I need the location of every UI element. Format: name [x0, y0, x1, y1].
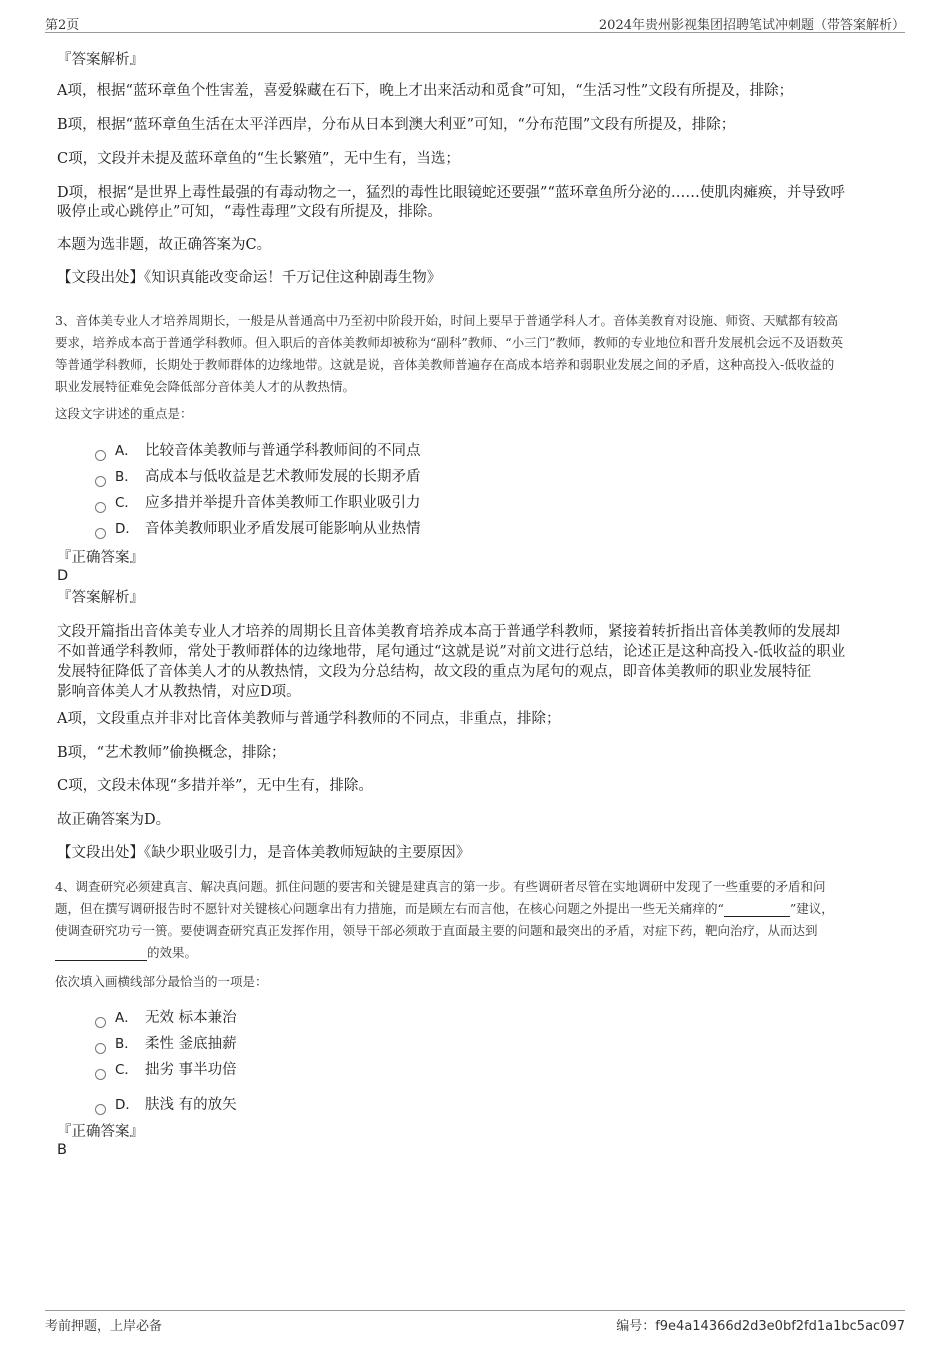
fill-blank-2 — [55, 946, 147, 961]
page-footer — [45, 1310, 905, 1336]
q3-conclusion: 故正确答案为D。 — [57, 812, 171, 828]
q2-analysis-b: B项，根据“蓝环章鱼生活在太平洋西岸，分布从日本到澳大利亚”可知，“分布范围”文段有所提及，排除； — [57, 117, 736, 133]
q4-option-a[interactable]: A． 无效 标本兼治 — [95, 1008, 237, 1028]
document-code: 编号：f9e4a14366d2d3e0bf2fd1a1bc5ac097 — [616, 1319, 905, 1334]
footer-slogan: 考前押题，上岸必备 — [45, 1319, 163, 1334]
page-number: 第2页 — [45, 18, 80, 33]
q4-prompt: 依次填入画横线部分最恰当的一项是： — [55, 974, 268, 989]
radio-button[interactable] — [95, 450, 106, 461]
q3-stem-line: 3、音体美专业人才培养周期长，一般是从普通高中乃至初中阶段开始，时间上要早于普通学科人才。音体美教育对设施、师资、天赋都有较高 — [55, 313, 838, 328]
q3-analysis-a: A项，文段重点并非对比音体美教师与普通学科教师的不同点，非重点，排除； — [57, 711, 561, 727]
q3-answer-label: 『正确答案』 — [57, 550, 144, 566]
q3-stem-line: 要求，培养成本高于普通学科教师。但入职后的音体美教师却被称为“副科”教师、“小三门”教师，教师的专业地位和晋升发展机会远不及语数英 — [55, 335, 844, 350]
q3-analysis-body — [57, 622, 897, 702]
q3-answer: D — [57, 568, 69, 584]
document-title: 2024年贵州影视集团招聘笔试冲刺题（带答案解析） — [598, 18, 905, 33]
q4-stem-line4: 的效果。 — [55, 942, 900, 964]
page-header — [45, 10, 905, 33]
q3-analysis-b: B项，“艺术教师”偷换概念，排除； — [57, 745, 286, 761]
q3-option-a[interactable]: A． 比较音体美教师与普通学科教师间的不同点 — [95, 441, 421, 461]
radio-button[interactable] — [95, 1017, 106, 1028]
q4-stem-line2: 题，但在撰写调研报告时不愿针对关键核心问题拿出有力措施，而是顾左右而言他，在核心问题之外提出一些无关痛痒的“ ”建议， — [55, 901, 834, 916]
radio-button[interactable] — [95, 1069, 106, 1080]
q2-analysis-d-line2: 吸停止或心跳停止”可知，“毒性毒理”文段有所提及，排除。 — [57, 204, 442, 220]
q3-analysis-label: 『答案解析』 — [57, 590, 144, 606]
q3-analysis-line: 文段开篇指出音体美专业人才培养的周期长且音体美教育培养成本高于普通学科教师，紧接着转折指出音体美教师的发展却 — [57, 624, 840, 640]
q3-stem — [55, 310, 900, 398]
q4-answer-label: 『正确答案』 — [57, 1124, 144, 1140]
radio-button[interactable] — [95, 528, 106, 539]
radio-button[interactable] — [95, 476, 106, 487]
radio-button[interactable] — [95, 1104, 106, 1115]
q2-conclusion: 本题为选非题，故正确答案为C。 — [57, 237, 272, 253]
q3-analysis-c: C项，文段未体现“多措并举”，无中生有，排除。 — [57, 778, 373, 794]
q2-source: 【文段出处】《知识真能改变命运！千万记住这种剧毒生物》 — [57, 270, 442, 286]
q3-stem-line: 等普通学科教师，长期处于教师群体的边缘地带。这就是说，音体美教师普遍存在高成本培养和弱职业发展之间的矛盾，这种高投入-低收益的 — [55, 357, 835, 372]
q2-analysis-d-line1: D项，根据“是世界上毒性最强的有毒动物之一，猛烈的毒性比眼镜蛇还要强”“蓝环章鱼所分泌的……使肌肉瘫痪，并导致呼 — [57, 185, 845, 201]
q4-stem-line3: 使调查研究功亏一篑。要使调查研究真正发挥作用，领导干部必须敢于直面最主要的问题和最突出的矛盾，对症下药，靶向治疗，从而达到 — [55, 923, 818, 938]
q4-stem — [55, 876, 900, 964]
q2-analysis-a: A项，根据“蓝环章鱼个性害羞，喜爱躲藏在石下，晚上才出来活动和觅食”可知，“生活习性”文段有所提及，排除； — [57, 83, 794, 99]
q3-prompt: 这段文字讲述的重点是： — [55, 406, 193, 421]
q2-analysis-label: 『答案解析』 — [57, 52, 144, 68]
q4-stem-line1: 4、调查研究必须建真言、解决真问题。抓住问题的要害和关键是建真言的第一步。有些调研者尽管在实地调研中发现了一些重要的矛盾和问 — [55, 879, 826, 894]
fill-blank-1 — [724, 902, 790, 917]
q4-option-c[interactable]: C． 拙劣 事半功倍 — [95, 1060, 237, 1080]
q3-analysis-line: 影响音体美人才从教热情，对应D项。 — [57, 684, 301, 700]
q4-option-b[interactable]: B． 柔性 釜底抽薪 — [95, 1034, 237, 1054]
q3-stem-line: 职业发展特征难免会降低部分音体美人才的从教热情。 — [55, 379, 356, 394]
q2-analysis-c: C项，文段并未提及蓝环章鱼的“生长繁殖”，无中生有，当选； — [57, 151, 460, 167]
q3-analysis-line: 发展特征降低了音体美人才的从教热情，文段为分总结构，故文段的重点为尾句的观点，即音体美教师的职业发展特征 — [57, 664, 811, 680]
q3-option-d[interactable]: D． 音体美教师职业矛盾发展可能影响从业热情 — [95, 519, 421, 539]
q3-option-c[interactable]: C． 应多措并举提升音体美教师工作职业吸引力 — [95, 493, 421, 513]
q3-source: 【文段出处】《缺少职业吸引力，是音体美教师短缺的主要原因》 — [57, 845, 471, 861]
radio-button[interactable] — [95, 502, 106, 513]
q4-answer: B — [57, 1142, 67, 1158]
q3-analysis-line: 不如普通学科教师，常处于教师群体的边缘地带，尾句通过“这就是说”对前文进行总结，论述正是这种高投入-低收益的职业 — [57, 644, 846, 660]
radio-button[interactable] — [95, 1043, 106, 1054]
q3-option-b[interactable]: B． 高成本与低收益是艺术教师发展的长期矛盾 — [95, 467, 421, 487]
q4-option-d[interactable]: D． 肤浅 有的放矢 — [95, 1095, 237, 1115]
